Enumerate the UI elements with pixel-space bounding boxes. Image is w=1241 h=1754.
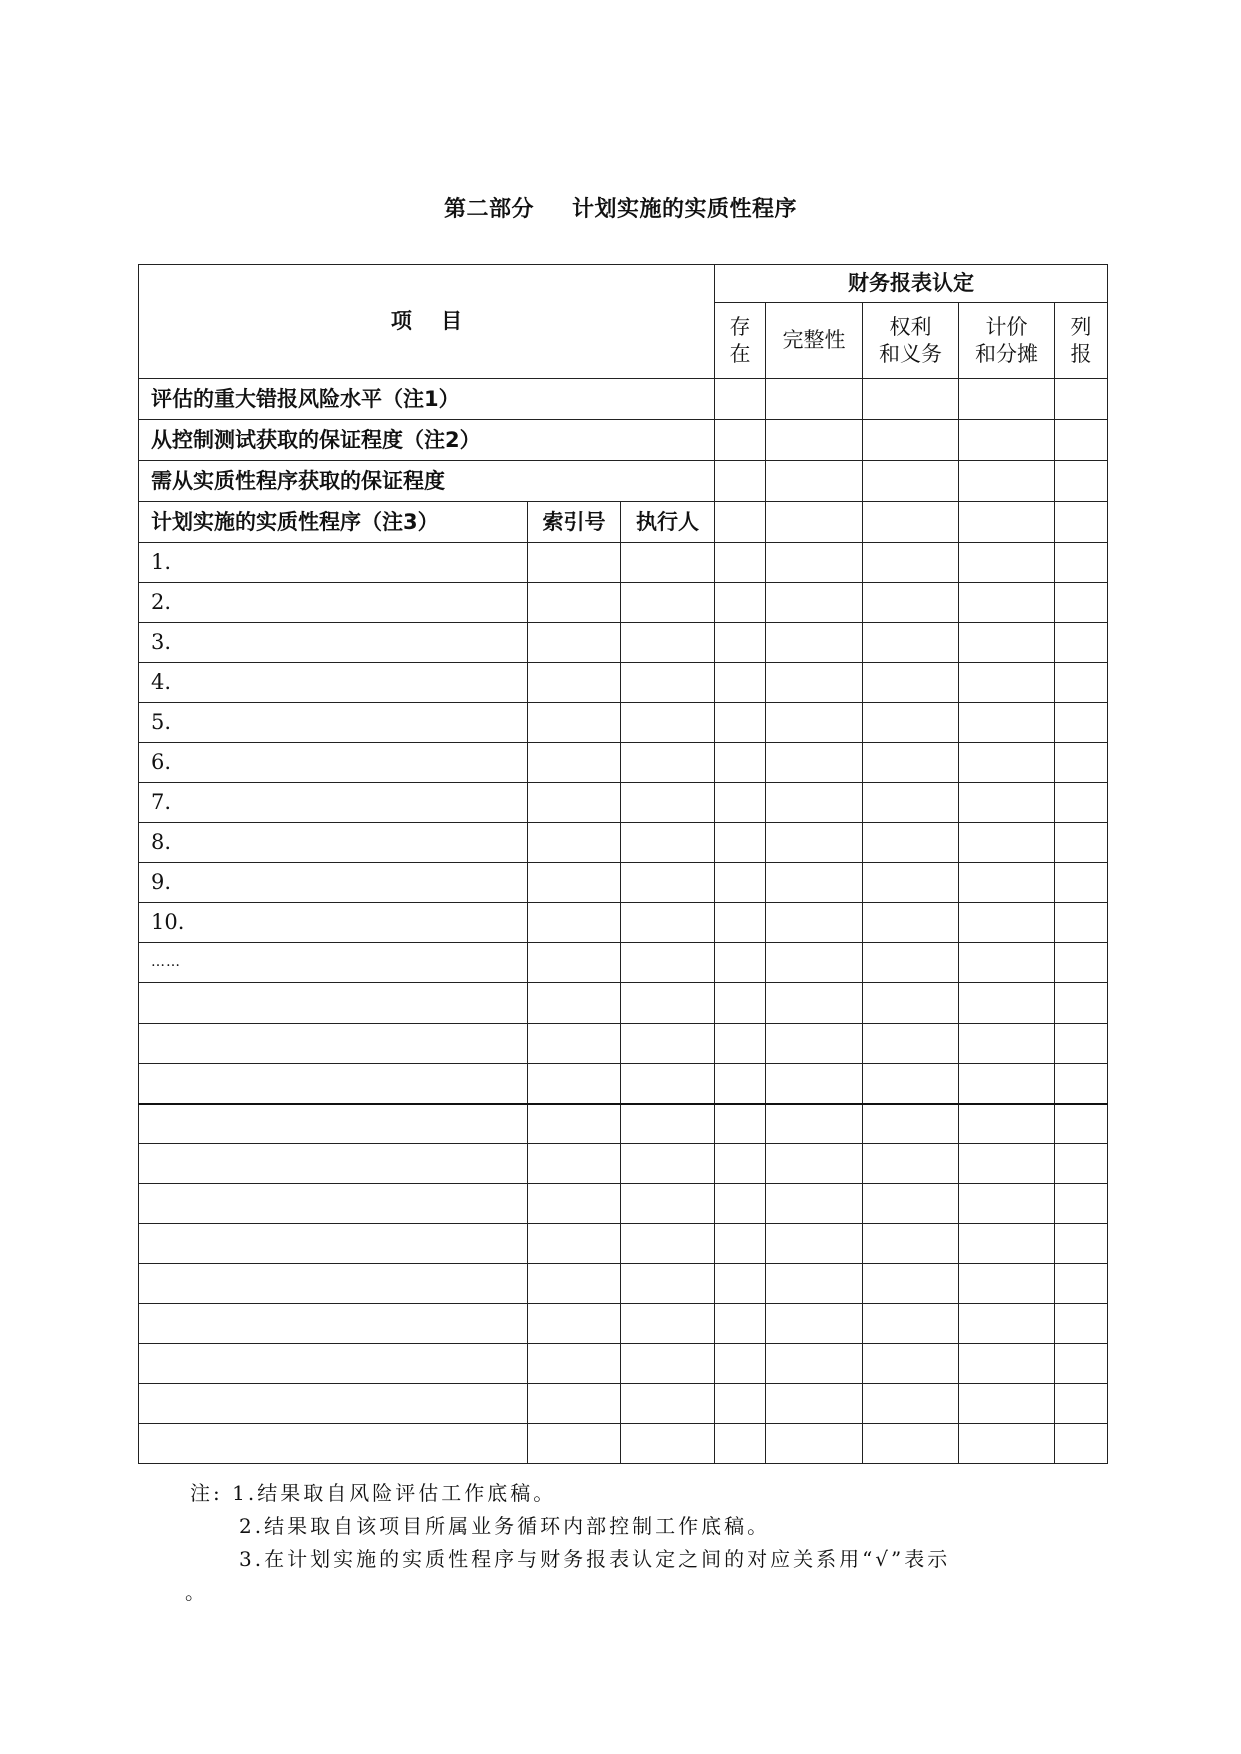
index-cell[interactable]	[528, 1064, 621, 1104]
assertion-cell[interactable]	[1055, 903, 1108, 943]
assertion-cell[interactable]	[766, 1024, 863, 1064]
assertion-cell[interactable]	[766, 543, 863, 583]
performer-cell[interactable]	[621, 943, 715, 983]
assertion-cell[interactable]	[863, 703, 959, 743]
assertion-cell[interactable]	[1055, 1344, 1108, 1384]
cell[interactable]	[1055, 379, 1108, 420]
assertion-cell[interactable]	[766, 783, 863, 823]
cell[interactable]	[715, 461, 766, 502]
cell[interactable]	[863, 461, 959, 502]
performer-cell[interactable]	[621, 743, 715, 783]
assertion-cell[interactable]	[766, 1104, 863, 1144]
performer-cell[interactable]	[621, 1344, 715, 1384]
assertion-cell[interactable]	[766, 1184, 863, 1224]
performer-cell[interactable]	[621, 543, 715, 583]
summary-row	[139, 379, 1108, 420]
assertion-cell[interactable]	[863, 743, 959, 783]
index-cell[interactable]	[528, 663, 621, 703]
procedure-row	[139, 1424, 1108, 1464]
assertion-cell[interactable]	[863, 943, 959, 983]
assertion-cell[interactable]	[715, 1024, 766, 1064]
index-cell[interactable]	[528, 1224, 621, 1264]
assertion-cell[interactable]	[1055, 983, 1108, 1024]
assertion-cell[interactable]	[863, 1024, 959, 1064]
assertion-cell[interactable]	[715, 663, 766, 703]
assertion-cell[interactable]	[863, 1384, 959, 1424]
cell[interactable]	[766, 461, 863, 502]
procedure-label[interactable]	[139, 1384, 528, 1424]
item-header-label: 项 目	[390, 309, 463, 334]
performer-cell[interactable]	[621, 1424, 715, 1464]
cell[interactable]	[766, 420, 863, 461]
assertion-cell[interactable]	[1055, 1424, 1108, 1464]
assertion-cell[interactable]	[766, 943, 863, 983]
note-text: 2.结果取自该项目所属业务循环内部控制工作底稿。	[239, 1514, 771, 1538]
assertion-cell[interactable]	[1055, 703, 1108, 743]
index-cell[interactable]	[528, 743, 621, 783]
procedure-row	[139, 1304, 1108, 1344]
assertion-cell[interactable]	[959, 663, 1055, 703]
performer-cell[interactable]	[621, 703, 715, 743]
procedure-label[interactable]	[139, 1304, 528, 1344]
procedure-label[interactable]: 3.	[139, 623, 528, 663]
assertion-cell[interactable]	[715, 1264, 766, 1304]
assertion-cell[interactable]	[959, 1304, 1055, 1344]
summary-label: 评估的重大错报风险水平（注1）	[139, 379, 715, 420]
performer-cell[interactable]	[621, 983, 715, 1024]
procedure-row	[139, 543, 1108, 583]
assertion-cell[interactable]	[959, 1144, 1055, 1184]
assertion-cell[interactable]	[766, 743, 863, 783]
procedure-label[interactable]	[139, 1064, 528, 1104]
procedure-row	[139, 1064, 1108, 1104]
procedure-label[interactable]: 9.	[139, 863, 528, 903]
procedure-row	[139, 1184, 1108, 1224]
assertion-cell[interactable]	[959, 583, 1055, 623]
assertion-cell[interactable]	[1055, 1144, 1108, 1184]
procedure-label[interactable]	[139, 1184, 528, 1224]
assertion-cell[interactable]	[715, 783, 766, 823]
procedure-label[interactable]	[139, 1424, 528, 1464]
cell[interactable]	[959, 379, 1055, 420]
assertion-cell[interactable]	[959, 983, 1055, 1024]
index-cell[interactable]	[528, 1104, 621, 1144]
assertion-cell[interactable]	[766, 583, 863, 623]
procedure-row	[139, 743, 1108, 783]
index-cell[interactable]	[528, 1144, 621, 1184]
assertion-cell[interactable]	[766, 1144, 863, 1184]
performer-cell[interactable]	[621, 1224, 715, 1264]
assertion-valuation-line2: 和分摊	[975, 341, 1038, 366]
procedure-label[interactable]: ……	[139, 943, 528, 983]
assertion-cell[interactable]	[766, 1264, 863, 1304]
assertion-cell[interactable]	[715, 1104, 766, 1144]
procedure-label[interactable]: 8.	[139, 823, 528, 863]
assertion-cell[interactable]	[715, 1064, 766, 1104]
assertion-cell[interactable]	[1055, 943, 1108, 983]
index-cell[interactable]	[528, 1264, 621, 1304]
assertion-cell[interactable]	[959, 943, 1055, 983]
cell[interactable]	[1055, 420, 1108, 461]
index-cell[interactable]	[528, 823, 621, 863]
performer-cell[interactable]	[621, 583, 715, 623]
assertion-cell[interactable]	[1055, 1264, 1108, 1304]
performer-cell[interactable]	[621, 1064, 715, 1104]
performer-cell[interactable]	[621, 663, 715, 703]
assertion-cell[interactable]	[715, 863, 766, 903]
assertion-presentation-header	[1055, 303, 1108, 379]
page-title	[0, 192, 1241, 223]
index-cell[interactable]	[528, 943, 621, 983]
procedure-row	[139, 703, 1108, 743]
procedure-label[interactable]: 4.	[139, 663, 528, 703]
cell[interactable]	[715, 379, 766, 420]
index-cell[interactable]	[528, 583, 621, 623]
note-item	[190, 1543, 1070, 1576]
assertion-cell[interactable]	[1055, 1024, 1108, 1064]
assertion-cell[interactable]	[959, 1184, 1055, 1224]
assertion-cell[interactable]	[766, 983, 863, 1024]
assertion-cell[interactable]	[1055, 1184, 1108, 1224]
assertion-cell[interactable]	[959, 1264, 1055, 1304]
assertion-cell[interactable]	[715, 743, 766, 783]
performer-cell[interactable]	[621, 823, 715, 863]
assertion-cell[interactable]	[1055, 1224, 1108, 1264]
assertion-cell[interactable]	[863, 623, 959, 663]
index-cell[interactable]	[528, 783, 621, 823]
assertion-cell[interactable]	[715, 1304, 766, 1344]
performer-cell[interactable]	[621, 1304, 715, 1344]
notes	[185, 1477, 1070, 1609]
assertion-cell[interactable]	[1055, 783, 1108, 823]
assertion-cell[interactable]	[959, 543, 1055, 583]
performer-cell[interactable]	[621, 1264, 715, 1304]
index-cell[interactable]	[528, 543, 621, 583]
assertion-cell[interactable]	[1055, 1064, 1108, 1104]
cell[interactable]	[715, 420, 766, 461]
assertion-cell[interactable]	[766, 903, 863, 943]
assertion-cell[interactable]	[863, 823, 959, 863]
performer-cell[interactable]	[621, 903, 715, 943]
procedure-row	[139, 863, 1108, 903]
assertion-cell[interactable]	[863, 1224, 959, 1264]
fs-assertions-header: 财务报表认定	[715, 265, 1108, 303]
assertion-cell[interactable]	[715, 903, 766, 943]
procedure-label[interactable]	[139, 1344, 528, 1384]
assertion-cell[interactable]	[1055, 1104, 1108, 1144]
performer-cell[interactable]	[621, 863, 715, 903]
cell[interactable]	[959, 420, 1055, 461]
assertion-cell[interactable]	[766, 1424, 863, 1464]
assertion-cell[interactable]	[715, 543, 766, 583]
assertion-cell[interactable]	[863, 863, 959, 903]
assertion-cell[interactable]	[863, 583, 959, 623]
assertion-cell[interactable]	[863, 663, 959, 703]
assertion-cell[interactable]	[715, 1224, 766, 1264]
cell[interactable]	[863, 379, 959, 420]
assertion-cell[interactable]	[715, 1184, 766, 1224]
notes-prefix: 注:	[190, 1481, 223, 1505]
assertion-cell[interactable]	[1055, 543, 1108, 583]
assertion-cell[interactable]	[959, 863, 1055, 903]
assertion-cell[interactable]	[959, 823, 1055, 863]
assertion-cell[interactable]	[766, 1344, 863, 1384]
assertion-cell[interactable]	[766, 1224, 863, 1264]
assertion-cell[interactable]	[715, 1144, 766, 1184]
index-cell[interactable]	[528, 1024, 621, 1064]
procedure-label[interactable]: 10.	[139, 903, 528, 943]
performer-cell[interactable]	[621, 1184, 715, 1224]
note-text: 1.结果取自风险评估工作底稿。	[232, 1481, 557, 1505]
performer-cell[interactable]	[621, 1144, 715, 1184]
procedure-row	[139, 1384, 1108, 1424]
assertion-presentation-line2: 报	[1070, 341, 1092, 366]
assertion-valuation-line1: 计价	[985, 315, 1028, 340]
cell[interactable]	[766, 379, 863, 420]
note-text: 3.在计划实施的实质性程序与财务报表认定之间的对应关系用“√”表示	[239, 1547, 951, 1571]
procedure-label[interactable]	[139, 983, 528, 1024]
assertion-cell[interactable]	[766, 703, 863, 743]
assertion-cell[interactable]	[766, 1064, 863, 1104]
assertion-cell[interactable]	[863, 1264, 959, 1304]
assertion-cell[interactable]	[715, 943, 766, 983]
procedure-header-row	[139, 502, 1108, 543]
performer-cell[interactable]	[621, 623, 715, 663]
assertion-cell[interactable]	[1055, 583, 1108, 623]
cell[interactable]	[1055, 461, 1108, 502]
assertion-existence-line1: 存	[729, 315, 751, 340]
assertion-cell[interactable]	[863, 543, 959, 583]
assertion-rights-line2: 和义务	[879, 341, 942, 366]
cell[interactable]	[863, 502, 959, 543]
assertion-cell[interactable]	[715, 623, 766, 663]
procedure-row	[139, 983, 1108, 1024]
cell[interactable]	[863, 420, 959, 461]
index-cell[interactable]	[528, 863, 621, 903]
assertion-cell[interactable]	[766, 823, 863, 863]
assertion-cell[interactable]	[959, 1384, 1055, 1424]
assertion-cell[interactable]	[715, 1424, 766, 1464]
note-tail: 。	[185, 1580, 208, 1604]
index-cell[interactable]	[528, 1304, 621, 1344]
assertion-rights-line1: 权利	[889, 315, 932, 340]
assertion-cell[interactable]	[863, 1424, 959, 1464]
assertion-cell[interactable]	[766, 1384, 863, 1424]
procedure-row	[139, 1104, 1108, 1144]
summary-label: 需从实质性程序获取的保证程度	[139, 461, 715, 502]
procedure-label[interactable]	[139, 1224, 528, 1264]
assertion-cell[interactable]	[863, 1344, 959, 1384]
assertion-rights-header	[863, 303, 959, 379]
procedure-label[interactable]: 6.	[139, 743, 528, 783]
assertion-cell[interactable]	[1055, 823, 1108, 863]
procedure-row	[139, 583, 1108, 623]
assertion-cell[interactable]	[766, 663, 863, 703]
procedure-label[interactable]	[139, 1024, 528, 1064]
assertion-completeness-header	[766, 303, 863, 379]
assertion-cell[interactable]	[766, 863, 863, 903]
index-cell[interactable]	[528, 1384, 621, 1424]
assertion-cell[interactable]	[1055, 623, 1108, 663]
index-cell[interactable]	[528, 983, 621, 1024]
assertion-cell[interactable]	[959, 1224, 1055, 1264]
procedure-row	[139, 663, 1108, 703]
cell[interactable]	[959, 461, 1055, 502]
performer-cell[interactable]	[621, 1384, 715, 1424]
assertion-cell[interactable]	[1055, 663, 1108, 703]
note-item	[190, 1510, 1070, 1543]
item-header	[139, 265, 715, 379]
assertion-existence-line2: 在	[729, 341, 751, 366]
procedure-row	[139, 1344, 1108, 1384]
procedure-row	[139, 1264, 1108, 1304]
cell[interactable]	[766, 502, 863, 543]
summary-row	[139, 461, 1108, 502]
index-cell[interactable]	[528, 703, 621, 743]
procedure-label[interactable]: 7.	[139, 783, 528, 823]
summary-label: 从控制测试获取的保证程度（注2）	[139, 420, 715, 461]
index-cell[interactable]	[528, 1344, 621, 1384]
procedure-label[interactable]: 1.	[139, 543, 528, 583]
procedure-header-label: 计划实施的实质性程序（注3）	[139, 502, 528, 543]
assertion-cell[interactable]	[863, 783, 959, 823]
assertion-cell[interactable]	[863, 1184, 959, 1224]
assertion-cell[interactable]	[959, 743, 1055, 783]
assertion-cell[interactable]	[766, 623, 863, 663]
assertion-cell[interactable]	[863, 903, 959, 943]
assertion-cell[interactable]	[863, 1144, 959, 1184]
note-item	[190, 1477, 1070, 1510]
procedure-row	[139, 903, 1108, 943]
assertion-cell[interactable]	[715, 983, 766, 1024]
procedure-label[interactable]: 5.	[139, 703, 528, 743]
procedure-row	[139, 1144, 1108, 1184]
title-part: 第二部分	[443, 197, 534, 222]
assertion-cell[interactable]	[959, 783, 1055, 823]
assertion-cell[interactable]	[715, 1384, 766, 1424]
title-name: 计划实施的实质性程序	[572, 197, 798, 222]
assertion-valuation-header	[959, 303, 1055, 379]
procedure-label[interactable]	[139, 1144, 528, 1184]
assertion-cell[interactable]	[863, 1304, 959, 1344]
procedure-label[interactable]	[139, 1104, 528, 1144]
performer-cell[interactable]	[621, 1024, 715, 1064]
assertion-cell[interactable]	[715, 703, 766, 743]
assertion-cell[interactable]	[959, 903, 1055, 943]
assertion-cell[interactable]	[959, 703, 1055, 743]
assertion-cell[interactable]	[959, 1344, 1055, 1384]
summary-row	[139, 420, 1108, 461]
index-cell[interactable]	[528, 1184, 621, 1224]
assertion-cell[interactable]	[863, 1064, 959, 1104]
assertion-cell[interactable]	[1055, 863, 1108, 903]
procedure-label[interactable]	[139, 1264, 528, 1304]
index-cell[interactable]	[528, 623, 621, 663]
performer-cell[interactable]	[621, 783, 715, 823]
procedure-row	[139, 623, 1108, 663]
procedure-row	[139, 823, 1108, 863]
assertion-presentation-line1: 列	[1070, 315, 1092, 340]
cell[interactable]	[715, 502, 766, 543]
procedure-row	[139, 783, 1108, 823]
assertion-cell[interactable]	[959, 1064, 1055, 1104]
assertion-cell[interactable]	[715, 583, 766, 623]
assertion-cell[interactable]	[959, 623, 1055, 663]
assertion-existence-header	[715, 303, 766, 379]
performer-cell[interactable]	[621, 1104, 715, 1144]
assertion-cell[interactable]	[715, 823, 766, 863]
assertion-cell[interactable]	[766, 1304, 863, 1344]
assertion-cell[interactable]	[715, 1344, 766, 1384]
assertion-cell[interactable]	[1055, 1304, 1108, 1344]
assertion-cell[interactable]	[863, 983, 959, 1024]
assertion-cell[interactable]	[959, 1424, 1055, 1464]
procedure-row	[139, 943, 1108, 983]
assertion-cell[interactable]	[1055, 743, 1108, 783]
substantive-procedures-table	[138, 264, 1108, 1464]
assertion-cell[interactable]	[863, 1104, 959, 1144]
assertion-cell[interactable]	[1055, 1384, 1108, 1424]
procedure-label[interactable]: 2.	[139, 583, 528, 623]
cell[interactable]	[959, 502, 1055, 543]
procedure-row	[139, 1224, 1108, 1264]
assertion-cell[interactable]	[959, 1024, 1055, 1064]
index-cell[interactable]	[528, 1424, 621, 1464]
assertion-cell[interactable]	[959, 1104, 1055, 1144]
assertion-completeness-line1: 完整性	[782, 328, 846, 353]
performer-header: 执行人	[621, 502, 715, 543]
cell[interactable]	[1055, 502, 1108, 543]
procedure-row	[139, 1024, 1108, 1064]
index-cell[interactable]	[528, 903, 621, 943]
index-header: 索引号	[528, 502, 621, 543]
